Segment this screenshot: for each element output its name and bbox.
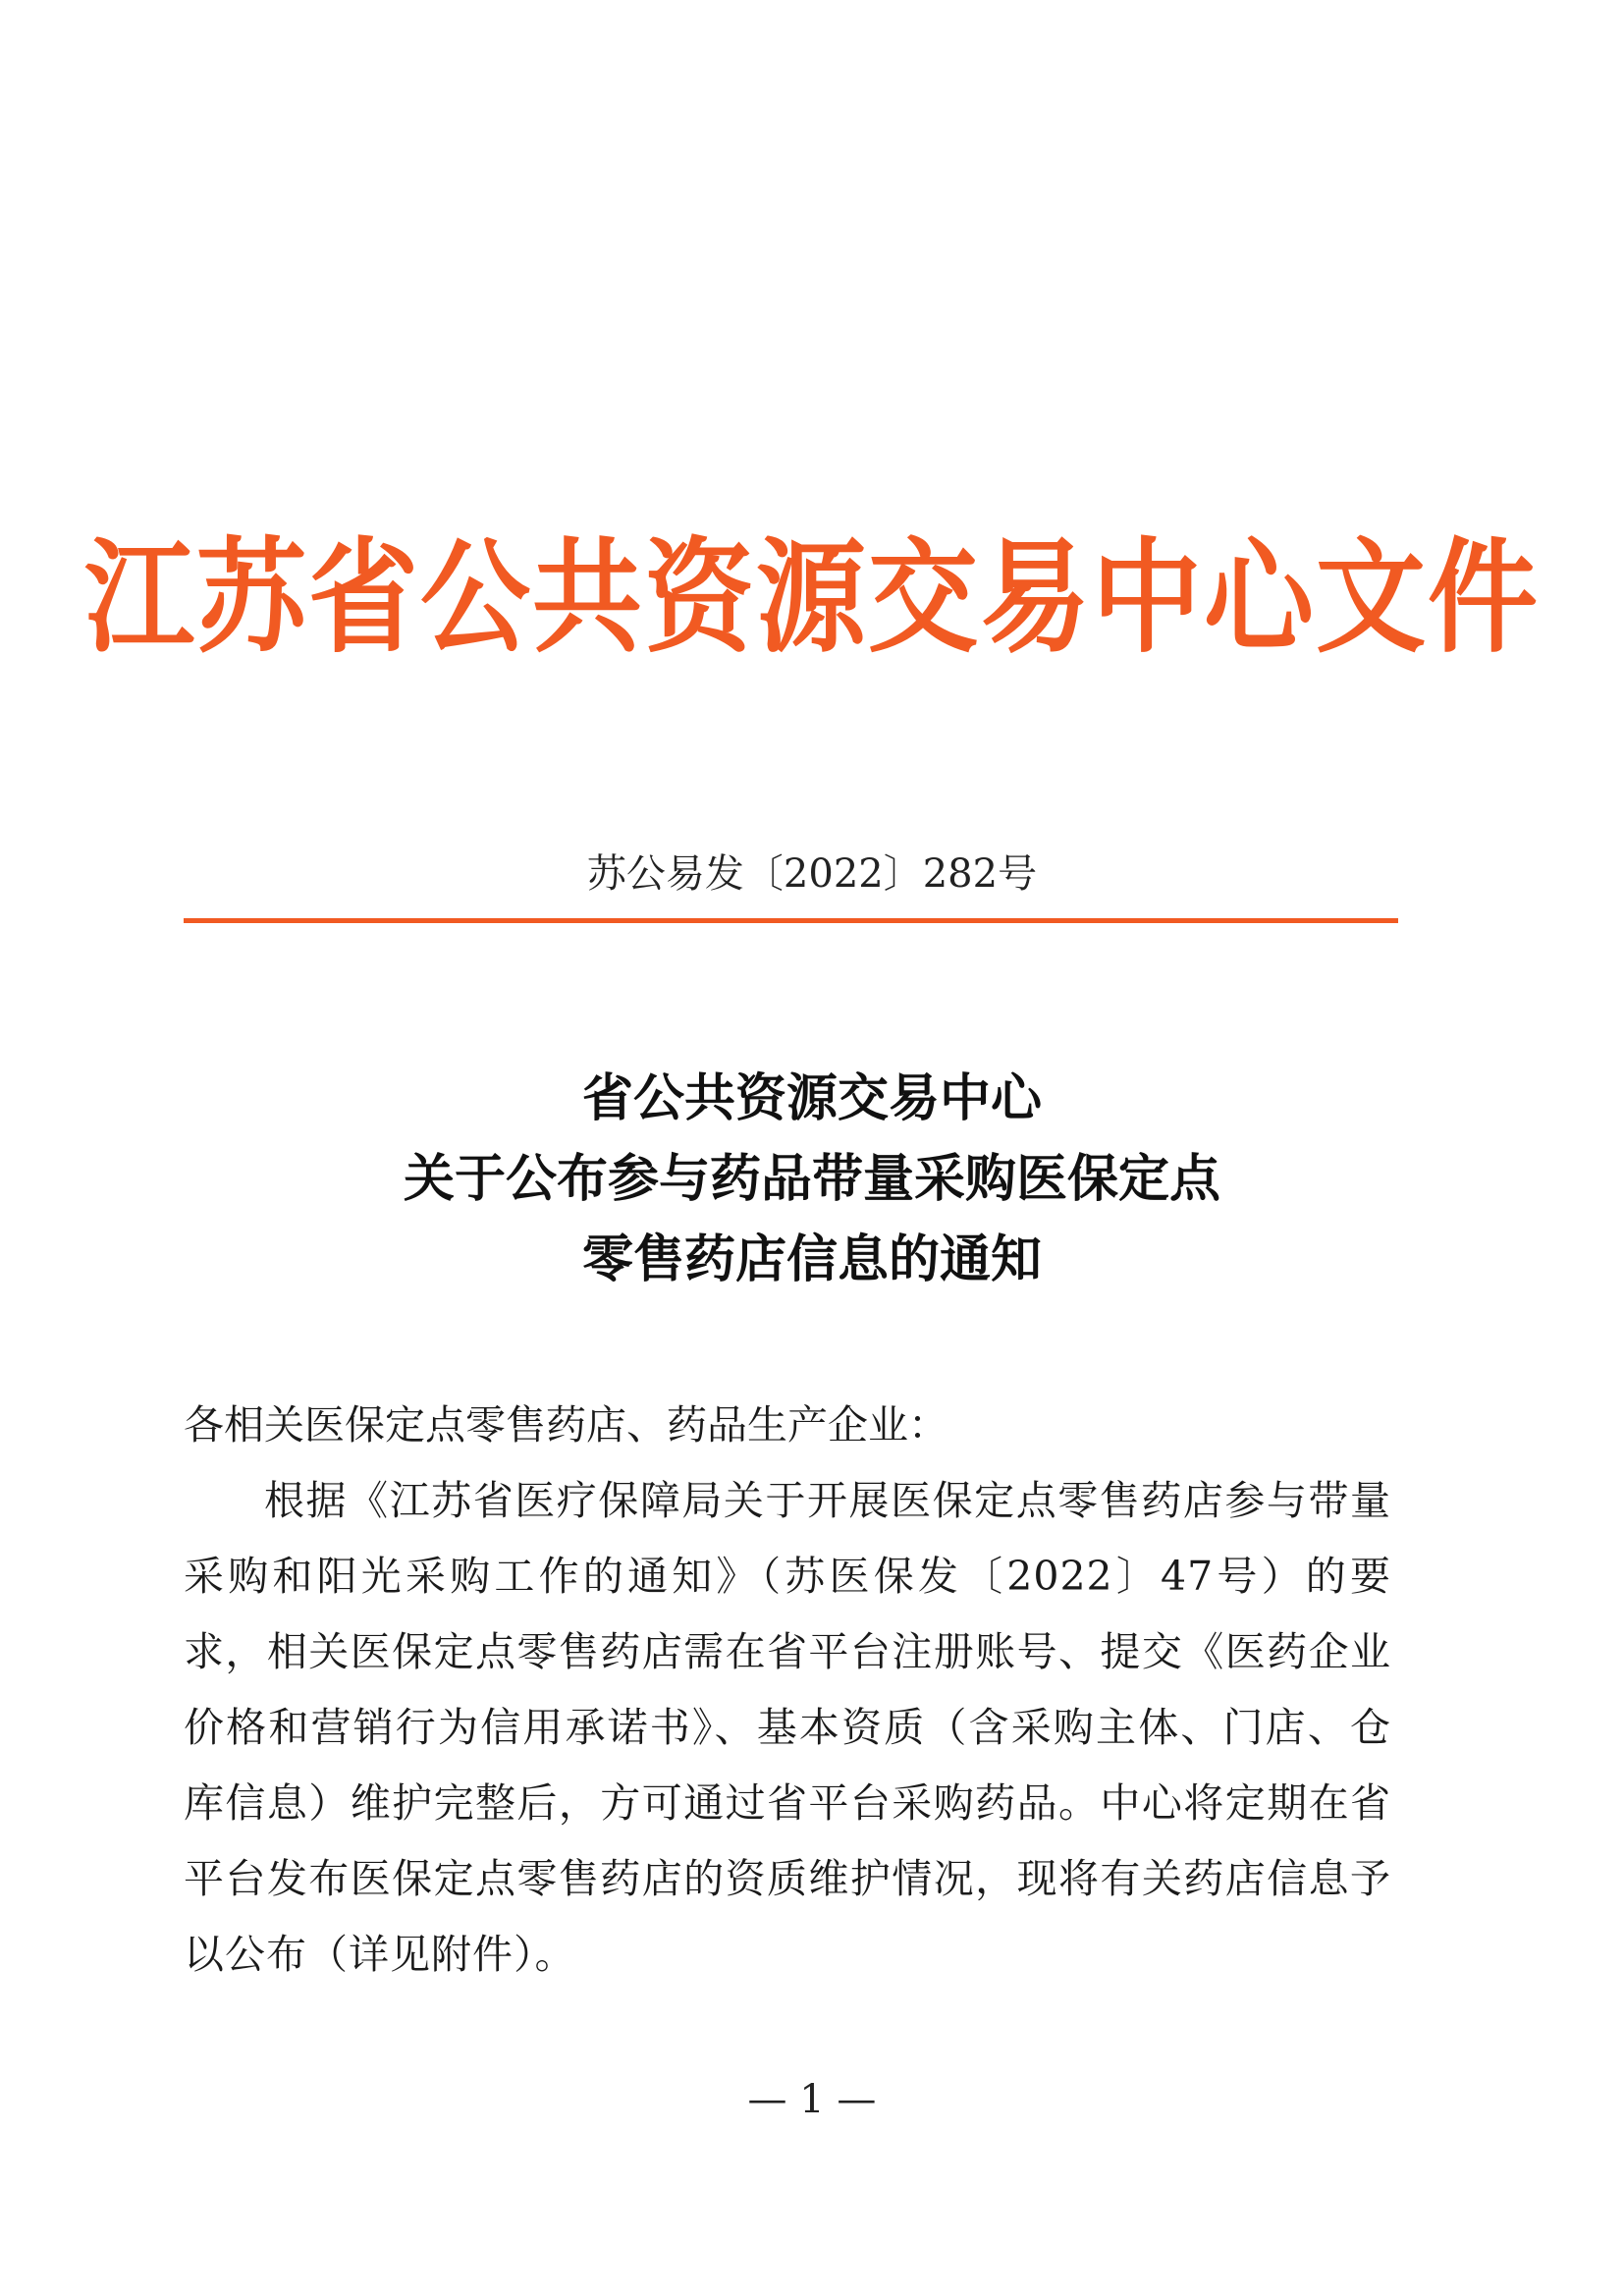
document-number: 苏公易发〔2022〕282号 [586, 851, 1038, 897]
page-number: — 1 — [747, 2077, 877, 2122]
title-line-1: 省公共资源交易中心 [581, 1069, 1042, 1128]
salutation: 各相关医保定点零售药店、药品生产企业： [184, 1401, 948, 1449]
document-masthead: 江苏省公共资源交易中心文件 [84, 526, 1540, 671]
document-title [0, 1059, 1624, 1300]
masthead-divider [184, 918, 1398, 923]
title-line-2: 关于公布参与药品带量采购医保定点 [403, 1150, 1220, 1209]
document-body [184, 1388, 1391, 1993]
title-line-3: 零售药店信息的通知 [581, 1230, 1042, 1289]
body-paragraph: 根据《江苏省医疗保障局关于开展医保定点零售药店参与带量采购和阳光采购工作的通知》（苏医保发〔2022〕47号）的要求，相关医保定点零售药店需在省平台注册账号、提交《医药企业价格和营销行为信用承诺书》、基本资质（含采购主体、门店、仓库信息）维护完整后，方可通过省平台采购药品。中心将定期在省平台发布医保定点零售药店的资质维护情况，现将有关药店信息予以公布（详见附件）。 [184, 1477, 1391, 1978]
